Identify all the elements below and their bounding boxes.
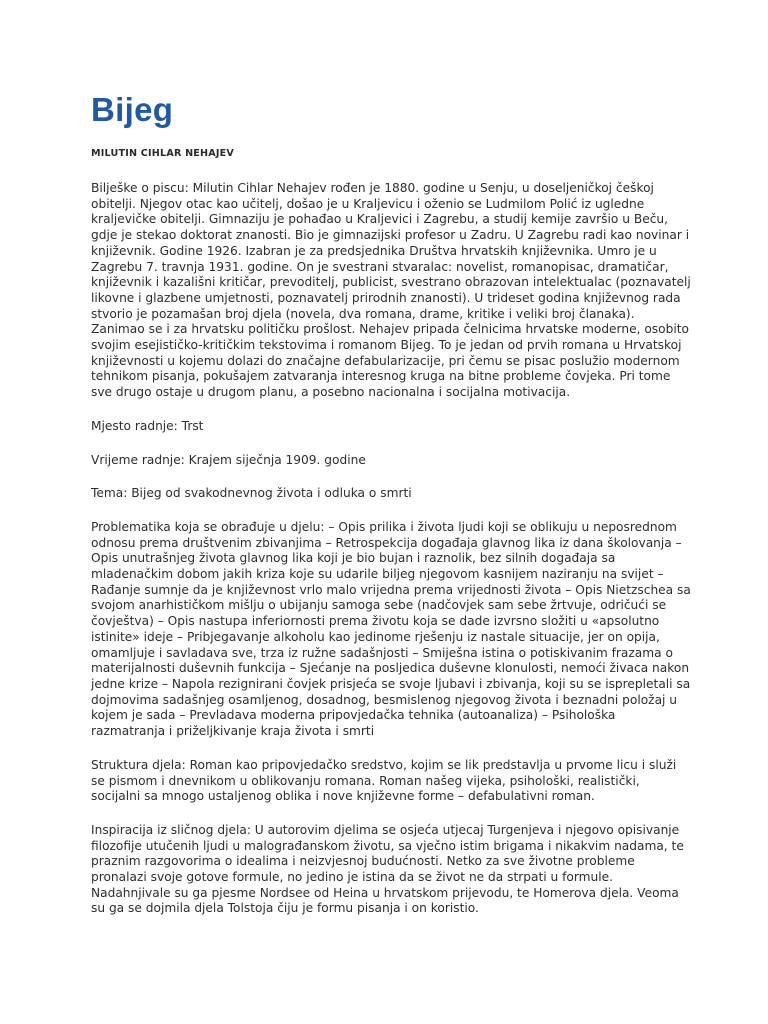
document-title: Bijeg: [91, 91, 174, 128]
document-author: MILUTIN CIHLAR NEHAJEV: [91, 148, 235, 159]
paragraph-author-notes: Bilješke o piscu: Milutin Cihlar Nehajev rođen je 1880. godine u Senju, u doseljeničkoj češkoj obitelji. Njegov otac kao učitelj, došao je u Kraljevicu i oženio se Ludmilom Polić iz ugledne kraljevičke obitelji. Gimnaziju je pohađao u Kraljevici i Zagrebu, a studij kemije završio u Beču, gdje je stekao doktorat znanosti. Bio je gimnazijski profesor u Zadru. U Zagrebu radi kao novinar i književnik. Godine 1926. Izabran je za predsjednika Društva hrvatskih književnika. Umro je u Zagrebu 7. travnja 1931. godine. On je svestrani stvaralac: novelist, romanopisac, dramatičar, književnik i kazališni kritičar, prevoditelj, publicist, svestrano obrazovan intelektualac (poznavatelj likovne i glazbene umjetnosti, poznavatelj prirodnih znanosti). U trideset godina književnog rada stvorio je pozamašan broj djela (novela, dva romana, drame, kritike i veliki broj članaka). Zanimao se i za hrvatsku političku prošlost. Nehajev pripada čelnicima hrvatske moderne, osobito svojim esejističko-kritičkim tekstovima i romanom Bijeg. To je jedan od prvih romana u Hrvatskoj književnosti u kojemu dolazi do značajne defabularizacije, pri čemu se pisac poslužio modernom tehnikom pisanja, pokušajem zatvaranja interesnog kruga na bitne probleme čovjeka. Pri tome sve drugo ostaje u drugom planu, a posebno nacionalna i socijalna motivacija.: [91, 181, 691, 400]
paragraph-theme: Tema: Bijeg od svakodnevnog života i odluka o smrti: [91, 486, 412, 501]
paragraph-setting-place: Mjesto radnje: Trst: [91, 418, 204, 433]
paragraph-problems: Problematika koja se obrađuje u djelu: – Opis prilika i života ljudi koji se oblikuju u neposrednom odnosu prema društvenim zbivanjima – Retrospekcija događaja glavnog lika iz dana školovanja – Opis unutrašnjeg života glavnog lika koji je bio bujan i raznolik, bez silnih događaja sa mladenačkim dobom jakih kriza koje su udarile biljeg njegovom kasnijem naziranju na svijet – Rađanje sumnje da je književnost vrlo malo vrijedna prema vrijednosti života – Opis Nietzschea sa svojom anarhističkom mišlju o ubijanju samoga sebe (nadčovjek sam sebe žrtvuje, odričući se čovještva) – Opis nastupa inferiornosti prema životu koja se dade izvrsno složiti u «apsolutno istinite» ideje – Pribjegavanje alkoholu kao jedinome rješenju iz nastale situacije, jer on opija, omamljuje i savladava sve, trza iz ružne sadašnjosti – Smiješna istina o potiskivanim frazama o materijalnosti duševnih funkcija – Sjećanje na posljedica duševne klonulosti, nemoći živaca nakon jedne krize – Napola rezignirani čovjek prisjeća se svoje ljubavi i zbivanja, koji su se isprepletali sa dojmovima sadašnjeg osamljenog, dosadnog, besmislenog njegovog života i beznadni položaj u kojem je sada – Prevladava moderna pripovjedačka tehnika (autoanaliza) – Psihološka razmatranja i priželjkivanje kraja života i smrti: [91, 519, 691, 739]
document-page: [91, 90, 691, 917]
paragraph-inspiration: Inspiracija iz sličnog djela: U autorovim djelima se osjeća utjecaj Turgenjeva i njegovo opisivanje filozofije utučenih ljudi u malograđanskom životu, sa vječno istim brigama i nikakvim nadama, te praznim razgovorima o idealima i neizvjesnoj budućnosti. Netko za sve životne probleme pronalazi svoje gotove formule, no jedino je istina da se život ne da strpati u formule. Nadahnjivale su ga pjesme Nordsee od Heina u hrvatskom prijevodu, te Homerova djela. Veoma su ga se dojmila djela Tolstoja čiju je formu pisanja i on koristio.: [91, 822, 684, 916]
paragraph-setting-time: Vrijeme radnje: Krajem siječnja 1909. godine: [91, 452, 366, 467]
paragraph-structure: Struktura djela: Roman kao pripovjedačko sredstvo, kojim se lik predstavlja u prvome licu i služi se pismom i dnevnikom u oblikovanju romana. Roman našeg vijeka, psihološki, realistički, socijalni sa mnogo ustaljenog oblika i nove književne forme – defabulativni roman.: [91, 757, 677, 804]
